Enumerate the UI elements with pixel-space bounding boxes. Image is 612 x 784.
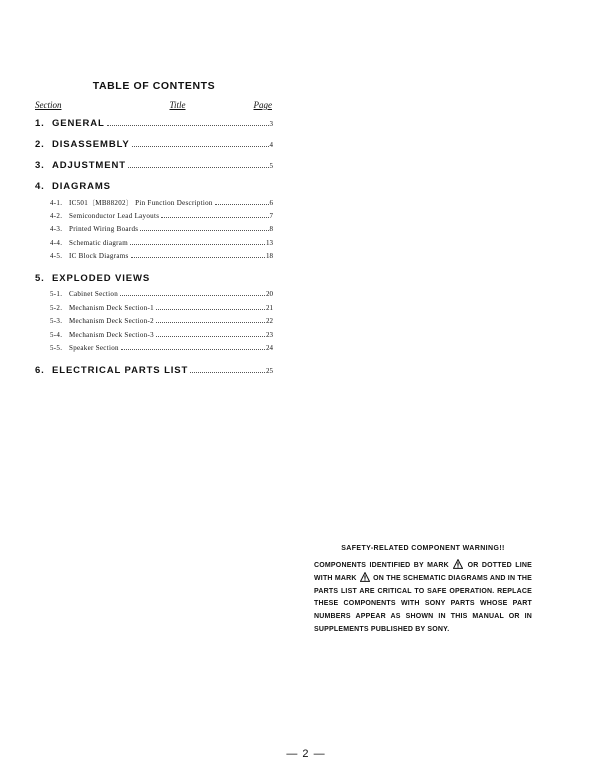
warning-text-1: COMPONENTS IDENTIFIED BY MARK (314, 561, 449, 569)
section-title: DISASSEMBLY (52, 139, 130, 150)
section-number: 6. (35, 364, 45, 376)
section-number: 3. (35, 160, 45, 171)
toc-column-headers (35, 100, 273, 110)
warning-text-2: OR DOTTED LINE WITH MARK (314, 561, 532, 583)
toc-subsection-entry (50, 304, 273, 318)
toc-subsection-entry (50, 252, 273, 266)
subsection-number: 4-1. (50, 199, 63, 207)
subsection-number: 4-3. (50, 225, 63, 234)
toc-section-entry (35, 273, 273, 287)
toc-subsection-entry (50, 331, 273, 345)
subsection-title: Mechanism Deck Section-1 (69, 303, 154, 312)
dot-leader (131, 257, 265, 258)
subsection-list (35, 198, 273, 266)
section-title: EXPLODED VIEWS (52, 272, 151, 284)
subsection-title: Mechanism Deck Section-2 (69, 317, 154, 326)
table-of-contents (35, 80, 273, 379)
subsection-page: 6 (269, 199, 273, 207)
section-number: 1. (35, 118, 45, 129)
section-title: DIAGRAMS (52, 181, 111, 192)
subsection-list (35, 290, 273, 358)
subsection-number: 4-5. (50, 252, 63, 261)
toc-title: TABLE OF CONTENTS (92, 80, 216, 92)
toc-section-entry (35, 139, 273, 153)
subsection-page: 21 (266, 303, 273, 312)
dot-leader (132, 146, 269, 147)
toc-subsection-entry (50, 198, 273, 212)
header-page: Page (253, 100, 272, 110)
subsection-title: Mechanism Deck Section-3 (69, 330, 154, 339)
subsection-page: 7 (269, 211, 273, 220)
dot-leader (156, 336, 265, 337)
toc-subsection-entry (50, 317, 273, 331)
dot-leader (156, 309, 265, 310)
safety-warning (314, 543, 532, 636)
dot-leader (120, 295, 265, 296)
subsection-title: Printed Wiring Boards (69, 225, 139, 234)
subsection-number: 5-1. (50, 289, 63, 298)
subsection-title: Cabinet Section (69, 289, 119, 298)
header-section: Section (35, 100, 62, 110)
subsection-page: 8 (269, 225, 273, 234)
toc-section-entry (35, 365, 273, 379)
toc-subsection-entry (50, 212, 273, 226)
toc-subsection-entry (50, 344, 273, 358)
section-number: 2. (35, 139, 45, 150)
warning-text-3: ON THE SCHEMATIC DIAGRAMS AND IN THE PARTS LIST ARE CRITICAL TO SAFE OPERATION. REPLACE THESE COMPONENTS WITH SONY PARTS WHOSE PART NUMBERS APPEAR AS SHOWN IN THIS MANUAL OR IN SUPPLEMENTS PUBLISHED BY SONY. (314, 575, 533, 633)
page-number: — 2 — (286, 748, 326, 760)
subsection-page: 23 (266, 330, 273, 339)
subsection-title: Semiconductor Lead Layouts (69, 211, 160, 220)
subsection-title: Schematic diagram (69, 238, 128, 247)
warning-triangle-icon (360, 572, 370, 582)
section-title: GENERAL (52, 118, 105, 129)
toc-subsection-entry (50, 225, 273, 239)
subsection-number: 5-2. (50, 303, 63, 312)
warning-title: SAFETY-RELATED COMPONENT WARNING!! (341, 545, 505, 552)
toc-subsection-entry (50, 239, 273, 253)
subsection-title: IC501〔MB88202〕 Pin Function Description (69, 199, 213, 207)
section-number: 4. (35, 181, 45, 192)
section-number: 5. (35, 272, 45, 284)
dot-leader (215, 204, 269, 205)
subsection-page: 20 (266, 289, 273, 298)
section-title: ELECTRICAL PARTS LIST (52, 364, 189, 376)
toc-section-entry (35, 181, 273, 195)
section-page: 25 (266, 366, 273, 375)
subsection-page: 13 (266, 238, 273, 247)
subsection-page: 22 (266, 317, 273, 326)
dot-leader (190, 372, 265, 373)
toc-section-entry (35, 160, 273, 174)
header-title: Title (169, 100, 186, 110)
dot-leader (107, 125, 269, 126)
dot-leader (121, 349, 265, 350)
dot-leader (156, 322, 265, 323)
dot-leader (161, 217, 268, 218)
toc-section-entry (35, 118, 273, 132)
warning-body (314, 559, 532, 637)
subsection-page: 18 (266, 252, 273, 261)
dot-leader (130, 244, 265, 245)
toc-list (35, 118, 273, 379)
toc-subsection-entry (50, 290, 273, 304)
section-title: ADJUSTMENT (52, 160, 126, 171)
subsection-number: 4-2. (50, 211, 63, 220)
subsection-number: 4-4. (50, 238, 63, 247)
subsection-title: Speaker Section (69, 344, 119, 353)
dot-leader (140, 230, 268, 231)
section-page: 4 (269, 141, 273, 149)
subsection-number: 5-5. (50, 344, 63, 353)
section-page: 3 (269, 120, 273, 128)
subsection-number: 5-3. (50, 317, 63, 326)
subsection-number: 5-4. (50, 330, 63, 339)
subsection-page: 24 (266, 344, 273, 353)
subsection-title: IC Block Diagrams (69, 252, 129, 261)
section-page: 5 (269, 162, 273, 170)
warning-triangle-icon (453, 559, 463, 569)
dot-leader (128, 167, 269, 168)
